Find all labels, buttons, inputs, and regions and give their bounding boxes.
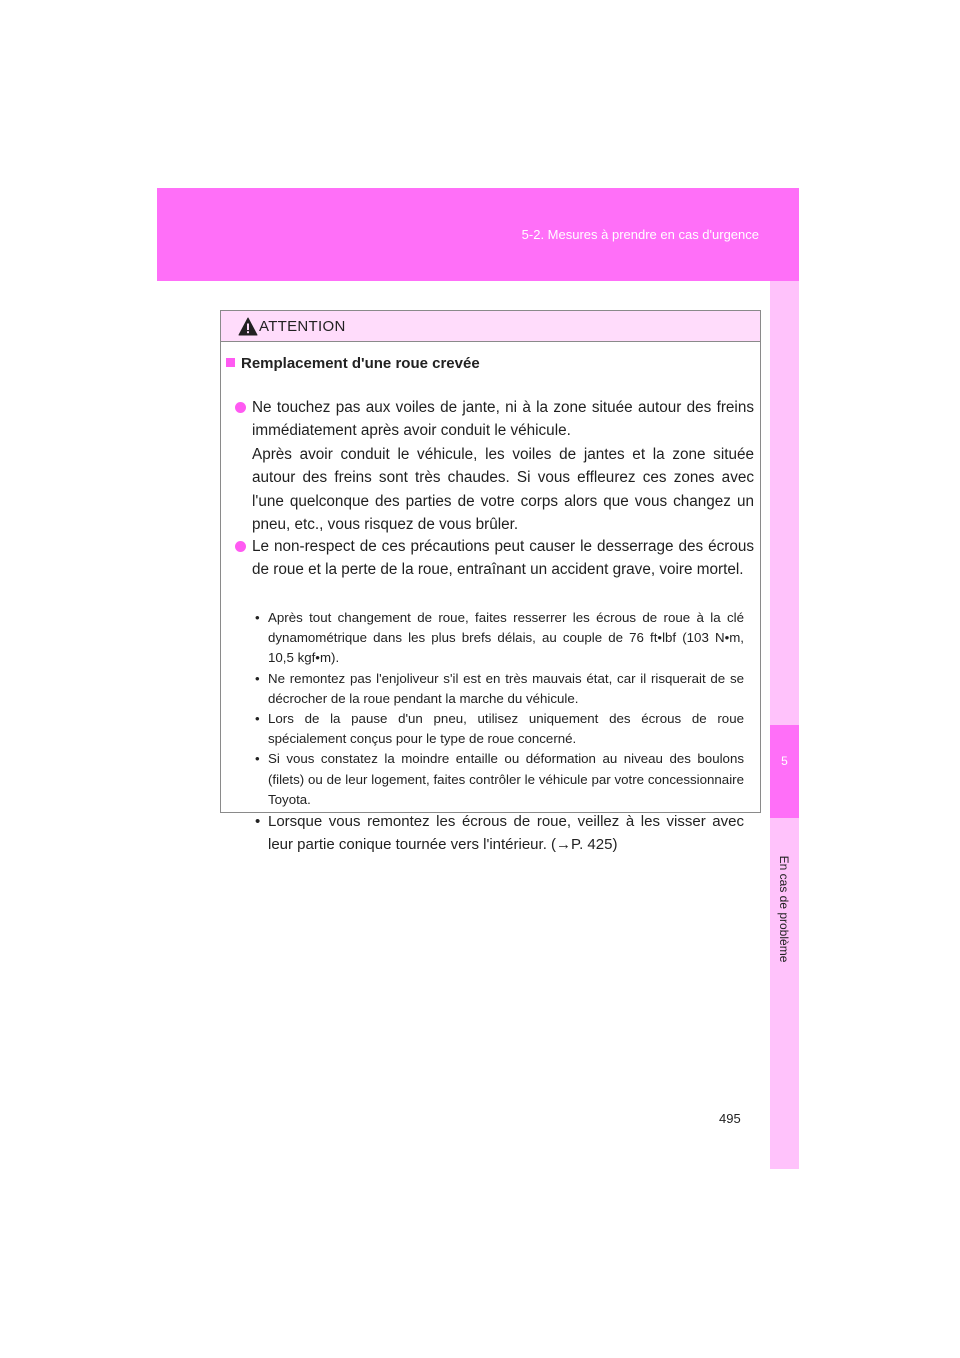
attention-box: [220, 310, 761, 854]
sub-item: • Lors de la pause d'un pneu, utilisez uniquement des écrous de roue spécialement conçus pour le type de roue concerné.: [255, 711, 744, 747]
header-band: [157, 188, 799, 281]
attention-header: [221, 311, 760, 342]
chapter-side-tab: [770, 281, 799, 1169]
chapter-tab-active: [770, 725, 799, 818]
section-title: 5-2. Mesures à prendre en cas d'urgence: [521, 227, 759, 242]
bullet-1-text: [252, 396, 754, 536]
chapter-label: En cas de problème: [777, 855, 791, 963]
bullet-1-line-2: Après avoir conduit le véhicule, les voiles de jantes et la zone située autour des freins sont très chaudes. Si vous effleurez ces zones avec l'une quelconque des parties de votre corps alors que vous changez un pneu, etc., vous risquez de vous brûler.: [252, 445, 754, 534]
page-number: 495: [719, 1111, 741, 1126]
bullet-1-line-1: Ne touchez pas aux voiles de jante, ni à la zone située autour des freins immédiatement après avoir conduit le véhicule.: [252, 399, 754, 440]
attention-title: ATTENTION: [259, 318, 346, 335]
chapter-number: 5: [781, 754, 788, 768]
sub-item: • Si vous constatez la moindre entaille ou déformation au niveau des boulons (filets) ou de leur logement, faites contrôler le véhicule par votre concessionnaire Toyota.: [255, 751, 744, 807]
bullet-2-text: Le non-respect de ces précautions peut causer le desserrage des écrous de roue et la perte de la roue, entraînant un accident grave, voire mortel.: [252, 538, 754, 579]
square-bullet-icon: [226, 358, 235, 367]
sub-item: • Ne remontez pas l'enjoliveur s'il est en très mauvais état, car il risquerait de se décrocher de la roue pendant la marche du véhicule.: [255, 670, 744, 706]
section-heading: [226, 355, 480, 372]
section-heading-text: Remplacement d'une roue crevée: [241, 355, 480, 372]
circle-bullet-icon: [235, 402, 246, 413]
sub-item: • Après tout changement de roue, faites resserrer les écrous de roue à la clé dynamométrique dans les plus brefs délais, au couple de 76 ft•lbf (103 N•m, 10,5 kgf•m).: [255, 610, 744, 666]
sub-item: • Lorsque vous remontez les écrous de roue, veillez à les visser avec leur partie conique tournée vers l'intérieur. (→P. 425): [255, 813, 744, 854]
circle-bullet-icon: [235, 541, 246, 552]
sub-item-list: [252, 608, 744, 856]
warning-triangle-icon: [238, 317, 258, 336]
